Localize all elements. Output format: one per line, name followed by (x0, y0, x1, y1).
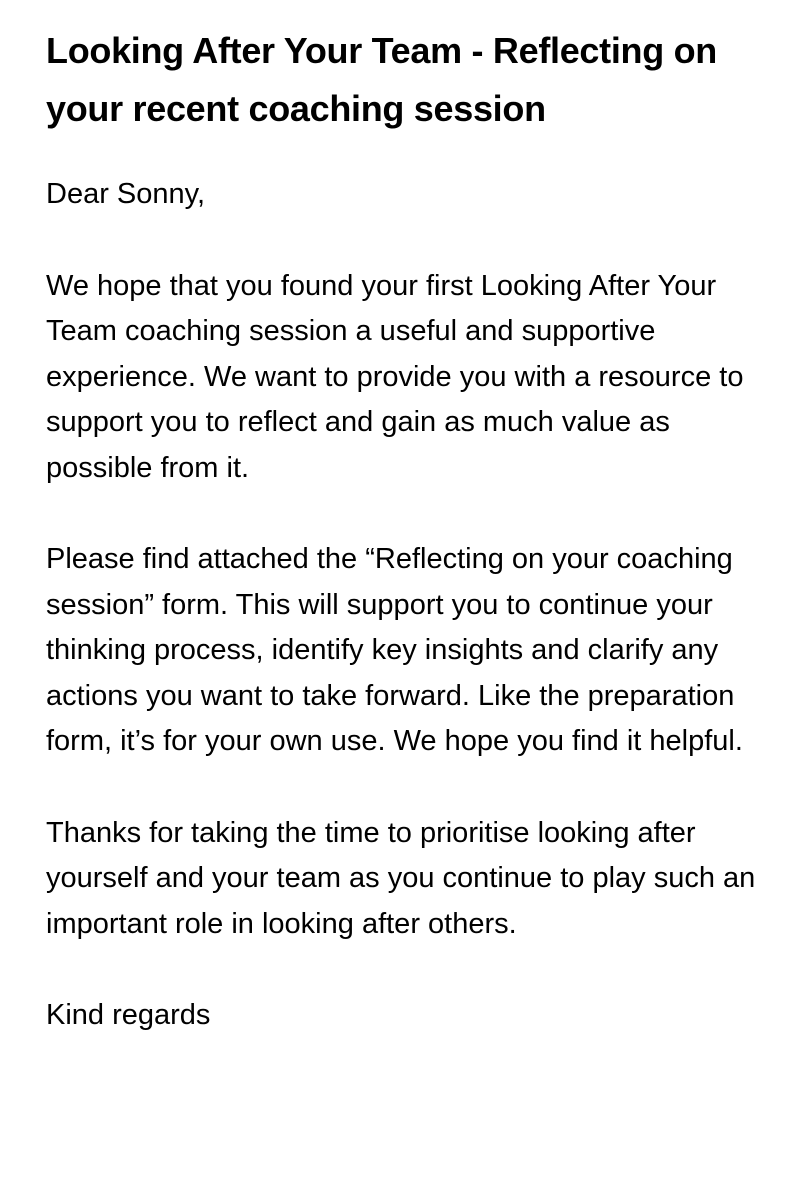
email-greeting: Dear Sonny, (46, 178, 206, 210)
email-signoff: Kind regards (46, 999, 211, 1031)
email-subject: Looking After Your Team - Reflecting on your recent coaching session (46, 30, 717, 129)
email-message (46, 22, 761, 1039)
email-paragraph-2: Please find attached the “Reflecting on your coaching session” form. This will support you to continue your thinking process, identify key insights and clarify any actions you want to take forward. Like the preparation form, it’s for your own use. We hope you find it helpful. (46, 543, 743, 757)
email-paragraph-1: We hope that you found your first Looking After Your Team coaching session a useful and supportive experience. We want to provide you with a resource to support you to reflect and gain as much value as possible from it. (46, 269, 744, 484)
email-paragraph-3: Thanks for taking the time to prioritise looking after yourself and your team as you continue to play such an important role in looking after others. (46, 816, 756, 940)
